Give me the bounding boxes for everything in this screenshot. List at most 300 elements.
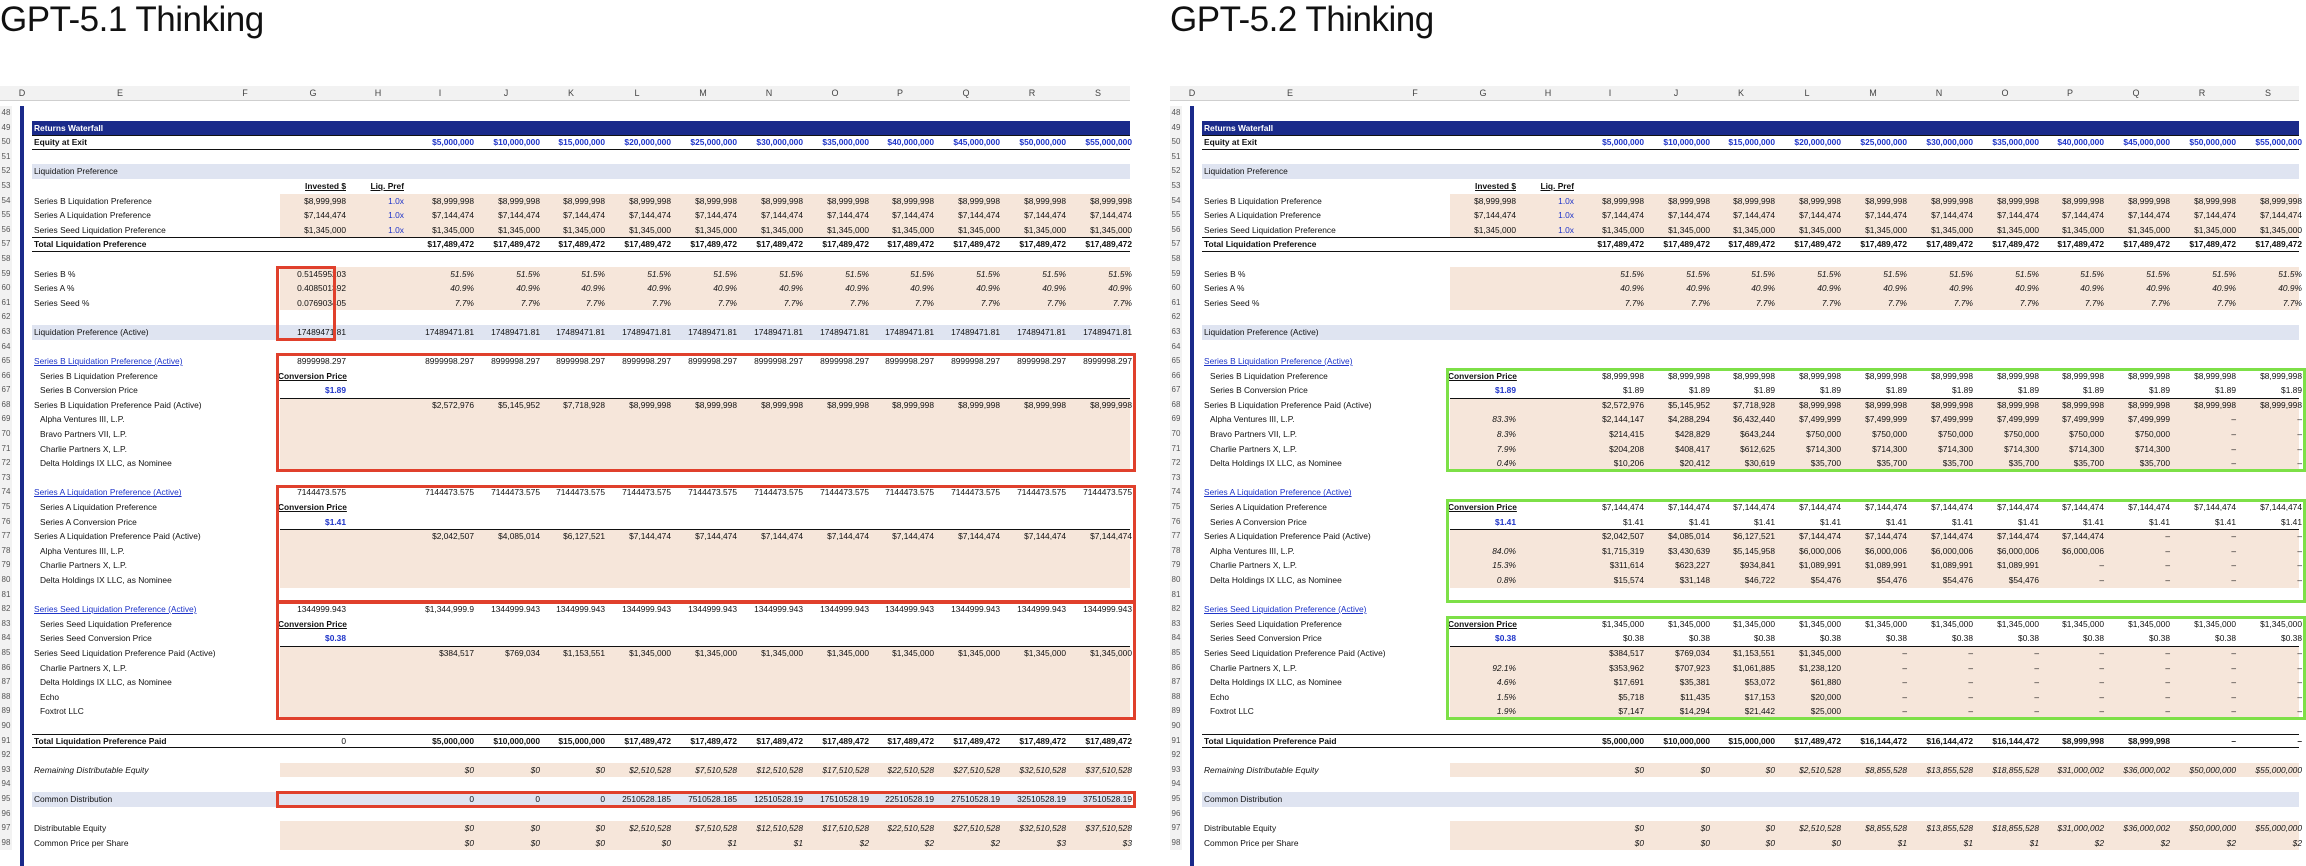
value-cell[interactable]: 40.9% (2146, 283, 2170, 294)
row-number[interactable]: 78 (1170, 544, 1182, 559)
row-number[interactable]: 89 (0, 704, 12, 719)
row-label[interactable]: Series Seed % (34, 297, 90, 308)
column-letter[interactable]: M (1869, 88, 1877, 98)
sheet-row[interactable] (0, 296, 1130, 311)
value-cell[interactable]: – (2231, 443, 2236, 454)
value-cell[interactable]: $2,144,147 (1602, 414, 1644, 425)
value-cell[interactable]: $1.41 (1886, 516, 1907, 527)
row-label[interactable]: Remaining Distributable Equity (1204, 764, 1319, 775)
value-cell[interactable]: $17,153 (1744, 691, 1775, 702)
row-label[interactable]: Liquidation Preference (Active) (34, 326, 149, 337)
value-cell[interactable]: $17,489,472 (690, 239, 737, 250)
value-cell[interactable]: 40.9% (1620, 283, 1644, 294)
value-cell[interactable]: $623,227 (1675, 560, 1710, 571)
value-cell[interactable]: $10,000,000 (493, 137, 540, 148)
value-cell[interactable]: $7,144,474 (695, 210, 737, 221)
value-cell[interactable]: $8,999,998 (1668, 370, 1710, 381)
row-number[interactable]: 71 (0, 442, 12, 457)
sheet-row[interactable] (0, 340, 1130, 355)
row-label[interactable]: Series Seed Liquidation Preference (34, 224, 166, 235)
value-cell[interactable]: $7,144,474 (2128, 210, 2170, 221)
column-letter[interactable]: O (2001, 88, 2009, 98)
value-cell[interactable]: $27,510,528 (953, 823, 1000, 834)
row-number[interactable]: 77 (1170, 529, 1182, 544)
value-cell[interactable]: $7,144,474 (498, 210, 540, 221)
value-cell[interactable]: $54,476 (1810, 575, 1841, 585)
value-cell[interactable]: $25,000,000 (690, 137, 737, 148)
value-cell[interactable]: $7,144,474 (1799, 210, 1841, 221)
value-cell[interactable]: $8,999,998 (1997, 370, 2039, 381)
value-cell[interactable]: $50,000,000 (2189, 823, 2236, 834)
value-cell[interactable]: 40.9% (1949, 283, 1973, 294)
value-cell[interactable]: 12510528.19 (754, 793, 803, 804)
value-cell[interactable]: $1.89 (2018, 385, 2039, 396)
liq-pref-cell[interactable]: 1.0x (1558, 210, 1574, 221)
value-cell[interactable]: – (2297, 575, 2302, 585)
value-cell[interactable]: – (1902, 662, 1907, 673)
row-label[interactable] (1204, 310, 1454, 325)
value-cell[interactable]: 7.7% (1624, 297, 1644, 308)
row-number[interactable]: 67 (1170, 383, 1182, 398)
value-cell[interactable]: $1 (2029, 837, 2039, 848)
sheet-row[interactable] (1170, 194, 2302, 209)
invested-cell[interactable]: Conversion Price (1448, 618, 1517, 629)
value-cell[interactable]: – (2099, 647, 2104, 658)
row-number[interactable]: 53 (0, 179, 12, 194)
value-cell[interactable]: $769,034 (1675, 647, 1710, 658)
value-cell[interactable]: 7.7% (1690, 297, 1710, 308)
value-cell[interactable]: $2 (2160, 837, 2170, 848)
column-letter[interactable]: F (1412, 88, 1418, 98)
row-label[interactable]: Total Liquidation Preference Paid (34, 735, 167, 746)
column-letter[interactable]: I (438, 88, 442, 98)
value-cell[interactable]: $2,572,976 (1602, 399, 1644, 410)
value-cell[interactable]: $1,345,000 (1602, 224, 1644, 235)
value-cell[interactable]: $55,000,000 (1085, 137, 1132, 148)
row-number[interactable]: 53 (1170, 179, 1182, 194)
column-letter[interactable]: E (116, 88, 123, 98)
sheet-row[interactable] (0, 252, 1130, 267)
value-cell[interactable]: 40.9% (1751, 283, 1775, 294)
value-cell[interactable]: $1 (727, 837, 737, 848)
value-cell[interactable]: $0.38 (2018, 633, 2039, 644)
value-cell[interactable]: $1,345,000 (2062, 618, 2104, 629)
value-cell[interactable]: 7144473.575 (754, 487, 803, 498)
value-cell[interactable]: $7,144,474 (1931, 210, 1973, 221)
sheet-row[interactable] (0, 237, 1130, 252)
value-cell[interactable]: $7,144,474 (1668, 502, 1710, 513)
value-cell[interactable]: $46,722 (1744, 575, 1775, 585)
row-number[interactable]: 65 (1170, 354, 1182, 369)
value-cell[interactable]: $17,489,472 (887, 239, 934, 250)
liq-pref-cell[interactable]: 1.0x (388, 210, 404, 221)
row-label[interactable]: Series B Liquidation Preference (34, 195, 152, 206)
invested-cell[interactable]: 0.4% (1496, 458, 1516, 469)
value-cell[interactable]: – (2231, 429, 2236, 440)
row-number[interactable]: 81 (1170, 588, 1182, 603)
value-cell[interactable]: $1.89 (2215, 385, 2236, 396)
value-cell[interactable]: $1,344,999.9 (425, 604, 474, 615)
value-cell[interactable]: $1.41 (2149, 516, 2170, 527)
value-cell[interactable]: $45,000,000 (2123, 137, 2170, 148)
sheet-row[interactable] (0, 821, 1130, 836)
value-cell[interactable]: $17,489,472 (2255, 239, 2302, 250)
value-cell[interactable]: – (1968, 706, 1973, 717)
row-number[interactable]: 50 (0, 135, 12, 150)
value-cell[interactable]: $55,000,000 (2255, 823, 2302, 834)
value-cell[interactable]: $25,000 (1810, 706, 1841, 717)
value-cell[interactable]: $8,999,998 (2062, 195, 2104, 206)
value-cell[interactable]: 40.9% (1042, 283, 1066, 294)
invested-cell[interactable]: Conversion Price (1448, 370, 1517, 381)
row-number[interactable]: 65 (0, 354, 12, 369)
value-cell[interactable]: $7,144,474 (1997, 531, 2039, 542)
value-cell[interactable]: $8,999,998 (892, 195, 934, 206)
value-cell[interactable]: $17,489,472 (1728, 239, 1775, 250)
value-cell[interactable]: $1.89 (1689, 385, 1710, 396)
row-number[interactable]: 59 (1170, 267, 1182, 282)
value-cell[interactable]: $7,144,474 (1602, 210, 1644, 221)
value-cell[interactable]: $6,127,521 (1733, 531, 1775, 542)
row-label[interactable]: Equity at Exit (34, 137, 88, 148)
value-cell[interactable]: $17,489,472 (1085, 239, 1132, 250)
value-cell[interactable]: 8999998.297 (820, 356, 869, 367)
value-cell[interactable]: 7.7% (2282, 297, 2302, 308)
value-cell[interactable]: $8,999,998 (2260, 195, 2302, 206)
value-cell[interactable]: $7,144,474 (432, 210, 474, 221)
value-cell[interactable]: $714,300 (2135, 443, 2170, 454)
value-cell[interactable]: – (2297, 691, 2302, 702)
value-cell[interactable]: $12,510,528 (756, 823, 803, 834)
value-cell[interactable]: 7144473.575 (820, 487, 869, 498)
row-number[interactable]: 76 (1170, 515, 1182, 530)
row-label[interactable]: Series B Liquidation Preference (1210, 370, 1328, 381)
value-cell[interactable]: $7,499,999 (2062, 414, 2104, 425)
value-cell[interactable]: $8,999,998 (1668, 195, 1710, 206)
row-number[interactable]: 91 (0, 734, 12, 749)
value-cell[interactable]: $1,345,000 (1668, 224, 1710, 235)
row-label[interactable]: Delta Holdings IX LLC, as Nominee (40, 575, 172, 585)
value-cell[interactable]: $50,000,000 (2189, 764, 2236, 775)
value-cell[interactable]: 40.9% (1883, 283, 1907, 294)
value-cell[interactable]: 8999998.297 (951, 356, 1000, 367)
sheet-row[interactable] (0, 471, 1130, 486)
value-cell[interactable]: $7,147 (1618, 706, 1644, 717)
value-cell[interactable]: $8,855,528 (1865, 823, 1907, 834)
row-number[interactable]: 59 (0, 267, 12, 282)
row-number[interactable]: 84 (0, 631, 12, 646)
sheet-row[interactable] (1170, 252, 2299, 267)
value-cell[interactable]: $36,000,002 (2123, 823, 2170, 834)
value-cell[interactable]: $1,089,991 (1931, 560, 1973, 571)
value-cell[interactable]: 7510528.185 (688, 793, 737, 804)
value-cell[interactable]: $7,144,474 (958, 210, 1000, 221)
value-cell[interactable]: $7,144,474 (2062, 502, 2104, 513)
invested-cell[interactable]: 0.076903405 (297, 297, 346, 308)
value-cell[interactable]: 51.5% (450, 268, 474, 279)
value-cell[interactable]: $6,000,006 (1931, 545, 1973, 556)
sheet-row[interactable] (1170, 237, 2302, 252)
value-cell[interactable]: $1,153,551 (1733, 647, 1775, 658)
column-letter[interactable]: G (1479, 88, 1487, 98)
value-cell[interactable]: 8999998.297 (1017, 356, 1066, 367)
invested-cell[interactable]: 1.5% (1496, 691, 1516, 702)
value-cell[interactable]: – (2099, 706, 2104, 717)
value-cell[interactable]: 1344999.943 (1017, 604, 1066, 615)
value-cell[interactable]: 7.7% (585, 297, 605, 308)
value-cell[interactable]: $7,144,474 (1668, 210, 1710, 221)
value-cell[interactable]: $1.89 (1754, 385, 1775, 396)
value-cell[interactable]: $1,345,000 (958, 647, 1000, 658)
value-cell[interactable]: 7.7% (2216, 297, 2236, 308)
value-cell[interactable]: $6,000,006 (1865, 545, 1907, 556)
value-cell[interactable]: $0 (530, 764, 540, 775)
value-cell[interactable]: $17,489,472 (2123, 239, 2170, 250)
value-cell[interactable]: $0.38 (1689, 633, 1710, 644)
sheet-row[interactable] (1170, 792, 2299, 807)
value-cell[interactable]: 7.7% (520, 297, 540, 308)
value-cell[interactable]: 51.5% (1883, 268, 1907, 279)
value-cell[interactable]: $7,144,474 (2128, 502, 2170, 513)
value-cell[interactable]: – (2165, 706, 2170, 717)
value-cell[interactable]: 37510528.19 (1083, 793, 1132, 804)
value-cell[interactable]: $707,923 (1675, 662, 1710, 673)
row-number[interactable]: 55 (0, 208, 12, 223)
row-label[interactable] (1204, 777, 1454, 792)
row-label[interactable]: Series Seed Conversion Price (1210, 633, 1322, 644)
liq-pref-cell[interactable]: Liq. Pref (1540, 180, 1574, 191)
invested-cell[interactable]: $1.41 (325, 516, 346, 527)
row-number[interactable]: 82 (1170, 602, 1182, 617)
row-label[interactable] (34, 310, 284, 325)
value-cell[interactable]: $8,999,998 (1024, 399, 1066, 410)
row-label[interactable]: Charlie Partners X, L.P. (40, 560, 127, 571)
value-cell[interactable]: $750,000 (2069, 429, 2104, 440)
value-cell[interactable]: $17,489,472 (1794, 239, 1841, 250)
value-cell[interactable]: $20,000 (1810, 691, 1841, 702)
value-cell[interactable]: $7,499,999 (1997, 414, 2039, 425)
value-cell[interactable]: $1.41 (1952, 516, 1973, 527)
value-cell[interactable]: $7,144,474 (892, 531, 934, 542)
row-number[interactable]: 66 (1170, 369, 1182, 384)
value-cell[interactable]: $7,510,528 (695, 764, 737, 775)
value-cell[interactable]: $8,999,998 (1799, 370, 1841, 381)
invested-cell[interactable]: 84.0% (1492, 545, 1516, 556)
value-cell[interactable]: $8,999,998 (498, 195, 540, 206)
value-cell[interactable]: $934,841 (1740, 560, 1775, 571)
value-cell[interactable]: – (2231, 575, 2236, 585)
row-number[interactable]: 75 (0, 500, 12, 515)
value-cell[interactable]: $55,000,000 (2255, 137, 2302, 148)
value-cell[interactable]: 51.5% (1751, 268, 1775, 279)
row-label[interactable]: Foxtrot LLC (1210, 706, 1254, 717)
value-cell[interactable]: $0 (530, 823, 540, 834)
invested-cell[interactable]: $1.41 (1495, 516, 1516, 527)
sheet-row[interactable] (0, 763, 1130, 778)
value-cell[interactable]: $8,999,998 (2194, 370, 2236, 381)
row-label[interactable]: Returns Waterfall (34, 122, 104, 133)
value-cell[interactable]: $1.89 (1886, 385, 1907, 396)
value-cell[interactable]: $5,000,000 (432, 735, 474, 746)
row-label[interactable]: Series A Liquidation Preference Paid (Active) (34, 531, 201, 542)
value-cell[interactable]: 0 (600, 793, 605, 804)
invested-cell[interactable]: 0 (341, 735, 346, 746)
column-letter[interactable]: J (503, 88, 509, 98)
value-cell[interactable]: $15,000,000 (1728, 735, 1775, 746)
liq-pref-cell[interactable]: 1.0x (388, 195, 404, 206)
value-cell[interactable]: $5,000,000 (1602, 735, 1644, 746)
value-cell[interactable]: – (2297, 545, 2302, 556)
value-cell[interactable]: – (2231, 677, 2236, 688)
row-number[interactable]: 69 (1170, 412, 1182, 427)
value-cell[interactable]: 2510528.185 (622, 793, 671, 804)
value-cell[interactable]: $7,499,999 (1931, 414, 1973, 425)
value-cell[interactable]: $7,144,474 (1931, 502, 1973, 513)
value-cell[interactable]: $17,489,472 (2189, 239, 2236, 250)
value-cell[interactable]: $17,489,472 (756, 239, 803, 250)
row-number[interactable]: 83 (1170, 617, 1182, 632)
sheet-row[interactable] (0, 179, 1130, 194)
value-cell[interactable]: $8,999,998 (2128, 370, 2170, 381)
value-cell[interactable]: 0 (535, 793, 540, 804)
row-label[interactable]: Charlie Partners X, L.P. (40, 443, 127, 454)
row-number[interactable]: 57 (0, 237, 12, 252)
value-cell[interactable]: $6,000,006 (1997, 545, 2039, 556)
value-cell[interactable]: 17489471.81 (688, 326, 737, 337)
invested-cell[interactable]: Invested $ (1475, 180, 1516, 191)
column-letter[interactable]: O (831, 88, 839, 98)
value-cell[interactable]: 17489471.81 (754, 326, 803, 337)
value-cell[interactable]: $4,288,294 (1668, 414, 1710, 425)
value-cell[interactable]: $8,999,998 (827, 195, 869, 206)
value-cell[interactable]: $1,345,000 (2194, 618, 2236, 629)
value-cell[interactable]: $8,999,998 (1090, 399, 1132, 410)
value-cell[interactable]: $7,499,999 (1799, 414, 1841, 425)
value-cell[interactable]: 17489471.81 (820, 326, 869, 337)
sheet-row[interactable] (1170, 807, 2299, 822)
value-cell[interactable]: 40.9% (581, 283, 605, 294)
value-cell[interactable]: $750,000 (2004, 429, 2039, 440)
value-cell[interactable]: 17510528.19 (820, 793, 869, 804)
value-cell[interactable]: – (2297, 735, 2302, 746)
value-cell[interactable]: 51.5% (2212, 268, 2236, 279)
value-cell[interactable]: – (2165, 677, 2170, 688)
value-cell[interactable]: 7.7% (454, 297, 474, 308)
value-cell[interactable]: 8999998.297 (885, 356, 934, 367)
value-cell[interactable]: – (1902, 691, 1907, 702)
row-number[interactable]: 64 (1170, 340, 1182, 355)
value-cell[interactable]: 51.5% (976, 268, 1000, 279)
sheet-row[interactable] (1170, 223, 2302, 238)
value-cell[interactable]: $714,300 (1938, 443, 1973, 454)
value-cell[interactable]: $0 (464, 823, 474, 834)
invested-cell[interactable]: 7.9% (1496, 443, 1516, 454)
row-label[interactable]: Series Seed Liquidation Preference (1210, 618, 1342, 629)
sheet-row[interactable] (0, 135, 1130, 150)
value-cell[interactable]: $7,144,474 (827, 531, 869, 542)
row-number[interactable]: 63 (0, 325, 12, 340)
row-number[interactable]: 80 (0, 573, 12, 588)
sheet-row[interactable] (1170, 296, 2302, 311)
sheet-row[interactable] (1170, 164, 2299, 179)
row-number[interactable]: 74 (0, 485, 12, 500)
sheet-row[interactable] (1170, 471, 2299, 486)
value-cell[interactable]: 51.5% (581, 268, 605, 279)
value-cell[interactable]: $0 (1634, 823, 1644, 834)
value-cell[interactable]: $1,345,000 (432, 224, 474, 235)
invested-cell[interactable]: Conversion Price (1448, 502, 1517, 513)
value-cell[interactable]: 40.9% (1817, 283, 1841, 294)
value-cell[interactable]: 40.9% (450, 283, 474, 294)
value-cell[interactable]: $0 (595, 823, 605, 834)
row-number[interactable]: 87 (1170, 675, 1182, 690)
row-label[interactable]: Echo (40, 691, 60, 702)
row-label[interactable]: Common Distribution (34, 793, 113, 804)
row-label[interactable] (34, 252, 284, 267)
value-cell[interactable]: $8,999,998 (1733, 370, 1775, 381)
value-cell[interactable]: $7,499,999 (1865, 414, 1907, 425)
row-label[interactable]: Series B Conversion Price (1210, 385, 1308, 396)
value-cell[interactable]: $8,999,998 (1865, 399, 1907, 410)
row-number[interactable]: 92 (0, 748, 12, 763)
value-cell[interactable]: $55,000,000 (2255, 764, 2302, 775)
value-cell[interactable]: $17,489,472 (1926, 239, 1973, 250)
row-number[interactable]: 94 (1170, 777, 1182, 792)
value-cell[interactable]: 8999998.297 (1083, 356, 1132, 367)
value-cell[interactable]: 51.5% (1620, 268, 1644, 279)
value-cell[interactable]: $7,144,474 (1024, 210, 1066, 221)
value-cell[interactable]: $2 (2094, 837, 2104, 848)
value-cell[interactable]: $353,962 (1609, 662, 1644, 673)
value-cell[interactable]: – (2297, 531, 2302, 542)
value-cell[interactable]: $643,244 (1740, 429, 1775, 440)
row-number[interactable]: 56 (0, 223, 12, 238)
value-cell[interactable]: $17,489,472 (1794, 735, 1841, 746)
value-cell[interactable]: $8,999,998 (958, 399, 1000, 410)
invested-cell[interactable]: 92.1% (1492, 662, 1516, 673)
value-cell[interactable]: 7.7% (651, 297, 671, 308)
row-number[interactable]: 90 (1170, 719, 1182, 734)
value-cell[interactable]: $7,144,474 (1865, 502, 1907, 513)
sheet-row[interactable] (1170, 179, 2299, 194)
row-label[interactable]: Liquidation Preference (34, 166, 118, 177)
value-cell[interactable]: $714,300 (2004, 443, 2039, 454)
row-label[interactable]: Series B Liquidation Preference (1204, 195, 1322, 206)
value-cell[interactable]: $8,999,998 (2128, 399, 2170, 410)
invested-cell[interactable]: 1344999.943 (297, 604, 346, 615)
row-number[interactable]: 72 (1170, 456, 1182, 471)
value-cell[interactable]: $32,510,528 (1019, 823, 1066, 834)
value-cell[interactable]: – (2165, 647, 2170, 658)
row-number[interactable]: 73 (0, 471, 12, 486)
value-cell[interactable]: 51.5% (1817, 268, 1841, 279)
value-cell[interactable]: 40.9% (2278, 283, 2302, 294)
value-cell[interactable]: 27510528.19 (951, 793, 1000, 804)
value-cell[interactable]: 51.5% (2015, 268, 2039, 279)
sheet-row[interactable] (1170, 777, 2299, 792)
row-label[interactable]: Common Price per Share (34, 837, 129, 848)
value-cell[interactable]: $0 (1634, 764, 1644, 775)
value-cell[interactable]: $17,489,472 (2057, 239, 2104, 250)
row-number[interactable]: 85 (0, 646, 12, 661)
value-cell[interactable]: 1344999.943 (1083, 604, 1132, 615)
value-cell[interactable]: $1,153,551 (563, 647, 605, 658)
value-cell[interactable]: $6,000,006 (1799, 545, 1841, 556)
row-number[interactable]: 61 (1170, 296, 1182, 311)
value-cell[interactable]: $8,999,998 (2062, 370, 2104, 381)
sheet-row[interactable] (1170, 135, 2302, 150)
column-letter[interactable]: L (634, 88, 640, 98)
